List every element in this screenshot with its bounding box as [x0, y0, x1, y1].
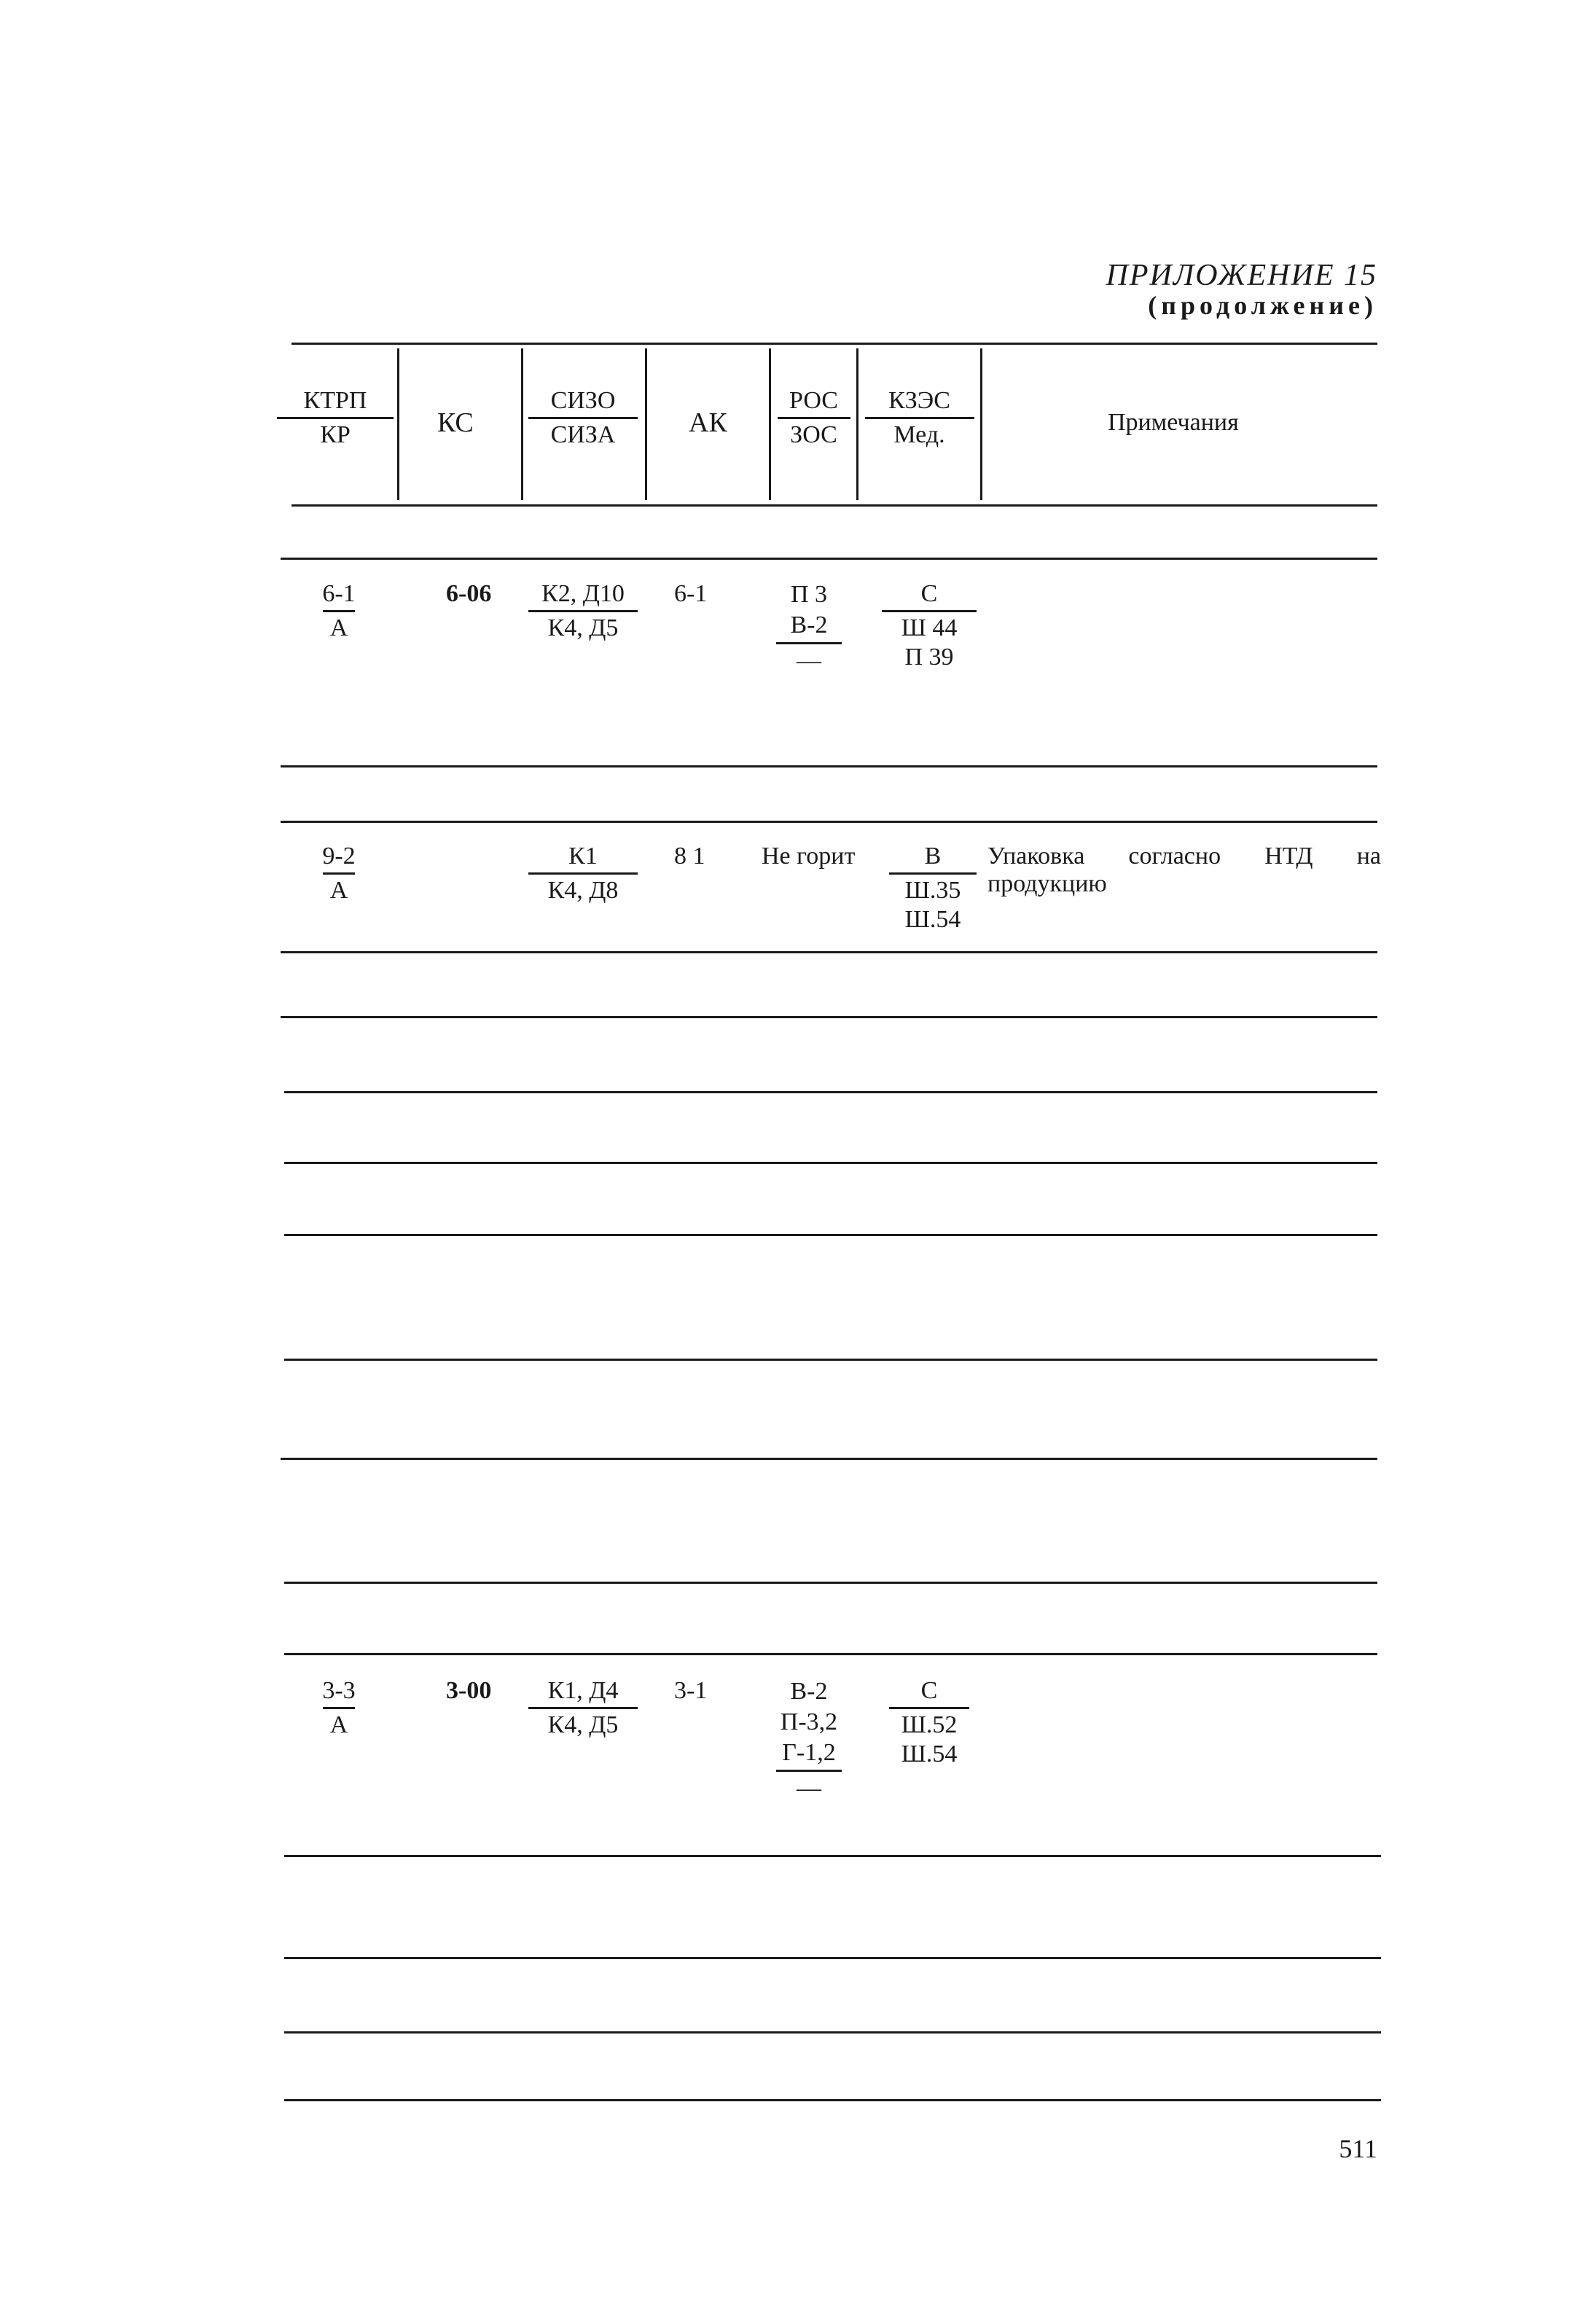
row-rule: [281, 951, 1377, 953]
header-med: Мед.: [893, 421, 945, 448]
row-ak: 3-1: [674, 1677, 708, 1704]
row-rule: [281, 1016, 1377, 1018]
header-divider: [980, 348, 982, 500]
row-notes: продукцию: [987, 870, 1107, 897]
row-rule: [281, 821, 1377, 823]
row-ks: 6-06: [446, 580, 492, 607]
header-top-rule: [292, 343, 1377, 345]
header-ks: КС: [437, 407, 474, 438]
row-ktrp-kr: 9-2 А: [322, 843, 356, 904]
header-sizo: СИЗО: [550, 387, 616, 414]
row-rule: [284, 1582, 1377, 1584]
table-bottom-rule: [284, 2099, 1381, 2101]
header-divider: [645, 348, 647, 500]
header-ros-zos: [771, 386, 856, 450]
header-kzes-med: [858, 386, 980, 450]
row-ak: 8 1: [674, 843, 705, 870]
row-rule: [281, 765, 1377, 767]
header-ak: АК: [689, 407, 727, 438]
row-rule: [284, 1359, 1377, 1361]
row-sizo-siza: К1, Д4 К4, Д5: [521, 1676, 645, 1740]
row-rule: [284, 1162, 1377, 1164]
row-ros: Не горит: [762, 843, 856, 870]
header-kr: КР: [320, 421, 351, 448]
row-ktrp-kr: 6-1 А: [322, 580, 356, 641]
row-rule: [284, 1653, 1377, 1655]
header-siza: СИЗА: [550, 421, 616, 448]
header-sizo-siza: [521, 386, 645, 450]
row-sizo-siza: К1 К4, Д8: [521, 842, 645, 905]
header-zos: ЗОС: [790, 421, 837, 448]
header-bottom-rule: [292, 504, 1377, 507]
row-ks: 3-00: [446, 1677, 492, 1704]
row-ak: 6-1: [674, 580, 708, 607]
row-rule: [281, 1458, 1377, 1460]
row-ros-zos: В-2 П-3,2 Г-1,2 —: [762, 1676, 856, 1804]
row-ktrp-kr: 3-3 А: [322, 1677, 356, 1738]
header-ktrp-kr: [277, 386, 394, 450]
appendix-title: ПРИЛОЖЕНИЕ 15: [1106, 259, 1377, 292]
row-kzes-med: В Ш.35 Ш.54: [885, 842, 980, 934]
row-rule: [284, 1091, 1377, 1093]
header-kzes: КЗЭС: [888, 387, 950, 414]
row-rule: [284, 1234, 1377, 1236]
row-rule: [284, 1855, 1381, 1857]
row-kzes-med: С Ш.52 Ш.54: [875, 1676, 984, 1769]
row-kzes-med: С Ш 44 П 39: [875, 579, 984, 672]
header-notes: Примечания: [1108, 409, 1239, 436]
row-sizo-siza: К2, Д10 К4, Д5: [521, 579, 645, 643]
header-divider: [397, 348, 399, 500]
row-rule: [281, 558, 1377, 560]
row-notes: Упаковка согласно НТД на: [987, 843, 1381, 870]
row-rule: [284, 2031, 1381, 2034]
row-rule: [284, 1957, 1381, 1959]
header-ktrp: КТРП: [303, 387, 367, 414]
row-ros-zos: П 3 В-2 —: [762, 579, 856, 676]
header-ros: РОС: [789, 387, 838, 414]
appendix-subtitle: (продолжение): [1148, 291, 1377, 320]
page-number: 511: [1339, 2134, 1377, 2163]
